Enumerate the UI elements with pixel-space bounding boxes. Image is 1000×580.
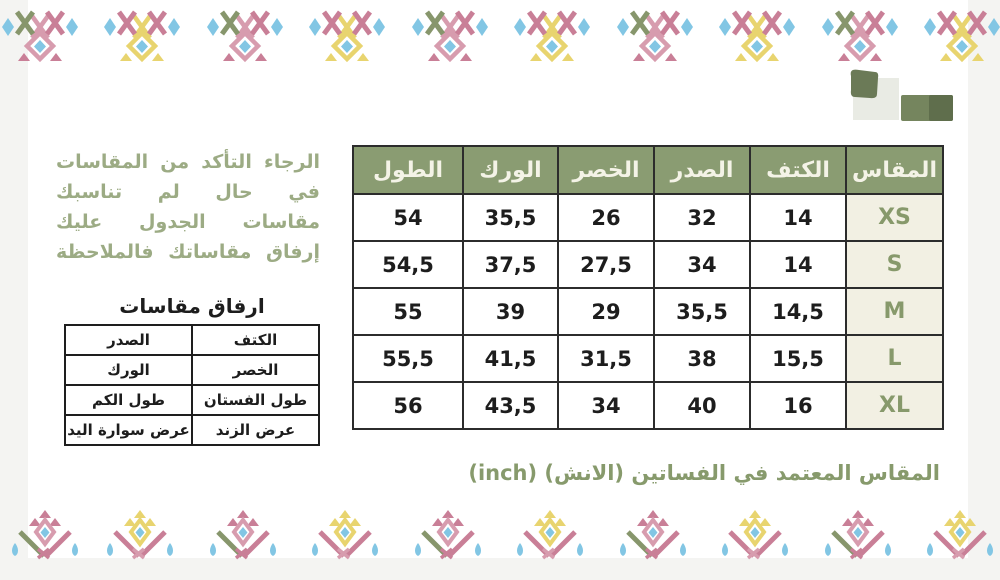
cell-length: 55,5	[353, 335, 463, 382]
size-label: L	[846, 335, 943, 382]
cell-shoulder: 16	[750, 382, 846, 429]
note-paragraph	[56, 147, 320, 267]
note-line: الرجاء التأكد من المقاسات	[56, 151, 320, 173]
attach-cell-shoulder: الكتف	[192, 325, 319, 355]
table-row	[65, 355, 319, 385]
cell-waist: 34	[558, 382, 654, 429]
cell-hip: 43,5	[463, 382, 558, 429]
cell-length: 56	[353, 382, 463, 429]
header-hip: الورك	[463, 146, 558, 194]
cell-chest: 38	[654, 335, 750, 382]
header-length: الطول	[353, 146, 463, 194]
cell-chest: 35,5	[654, 288, 750, 335]
cell-waist: 29	[558, 288, 654, 335]
attach-cell-forearm-width: عرض الزند	[192, 415, 319, 445]
note-line: إرفاق مقاساتك فالملاحظة	[56, 241, 320, 263]
size-label: XS	[846, 194, 943, 241]
header-chest: الصدر	[654, 146, 750, 194]
size-label: M	[846, 288, 943, 335]
cell-hip: 39	[463, 288, 558, 335]
table-row	[65, 385, 319, 415]
cell-length: 54,5	[353, 241, 463, 288]
table-header-row	[353, 146, 943, 194]
table-row-m	[353, 288, 943, 335]
table-row-l	[353, 335, 943, 382]
cell-hip: 41,5	[463, 335, 558, 382]
size-chart-table	[352, 145, 944, 430]
cell-shoulder: 14	[750, 241, 846, 288]
cell-hip: 35,5	[463, 194, 558, 241]
cell-length: 54	[353, 194, 463, 241]
cell-shoulder: 14,5	[750, 288, 846, 335]
cell-chest: 40	[654, 382, 750, 429]
cell-shoulder: 14	[750, 194, 846, 241]
note-line: مقاسات الجدول عليك	[56, 211, 320, 233]
attach-measurements-title: ارفاق مقاسات	[119, 294, 265, 318]
table-row-xs	[353, 194, 943, 241]
cell-waist: 26	[558, 194, 654, 241]
table-row-xl	[353, 382, 943, 429]
attach-cell-waist: الخصر	[192, 355, 319, 385]
header-size: المقاس	[846, 146, 943, 194]
attach-cell-chest: الصدر	[65, 325, 192, 355]
attach-cell-hip: الورك	[65, 355, 192, 385]
attach-cell-cuff-width: عرض سوارة اليد	[65, 415, 192, 445]
header-shoulder: الكتف	[750, 146, 846, 194]
table-row	[65, 325, 319, 355]
table-row	[65, 415, 319, 445]
cell-chest: 34	[654, 241, 750, 288]
attach-cell-sleeve-length: طول الكم	[65, 385, 192, 415]
cell-shoulder: 15,5	[750, 335, 846, 382]
table-caption: المقاس المعتمد في الفساتين (الانش) (inch)	[468, 461, 940, 485]
cell-waist: 27,5	[558, 241, 654, 288]
cell-waist: 31,5	[558, 335, 654, 382]
brand-logo-icon	[845, 64, 960, 124]
attach-cell-dress-length: طول الفستان	[192, 385, 319, 415]
note-line: في حال لم تناسبك	[56, 181, 320, 203]
attach-measurements-table	[64, 324, 320, 446]
size-label: S	[846, 241, 943, 288]
cell-chest: 32	[654, 194, 750, 241]
table-row-s	[353, 241, 943, 288]
header-waist: الخصر	[558, 146, 654, 194]
size-label: XL	[846, 382, 943, 429]
cell-hip: 37,5	[463, 241, 558, 288]
cell-length: 55	[353, 288, 463, 335]
